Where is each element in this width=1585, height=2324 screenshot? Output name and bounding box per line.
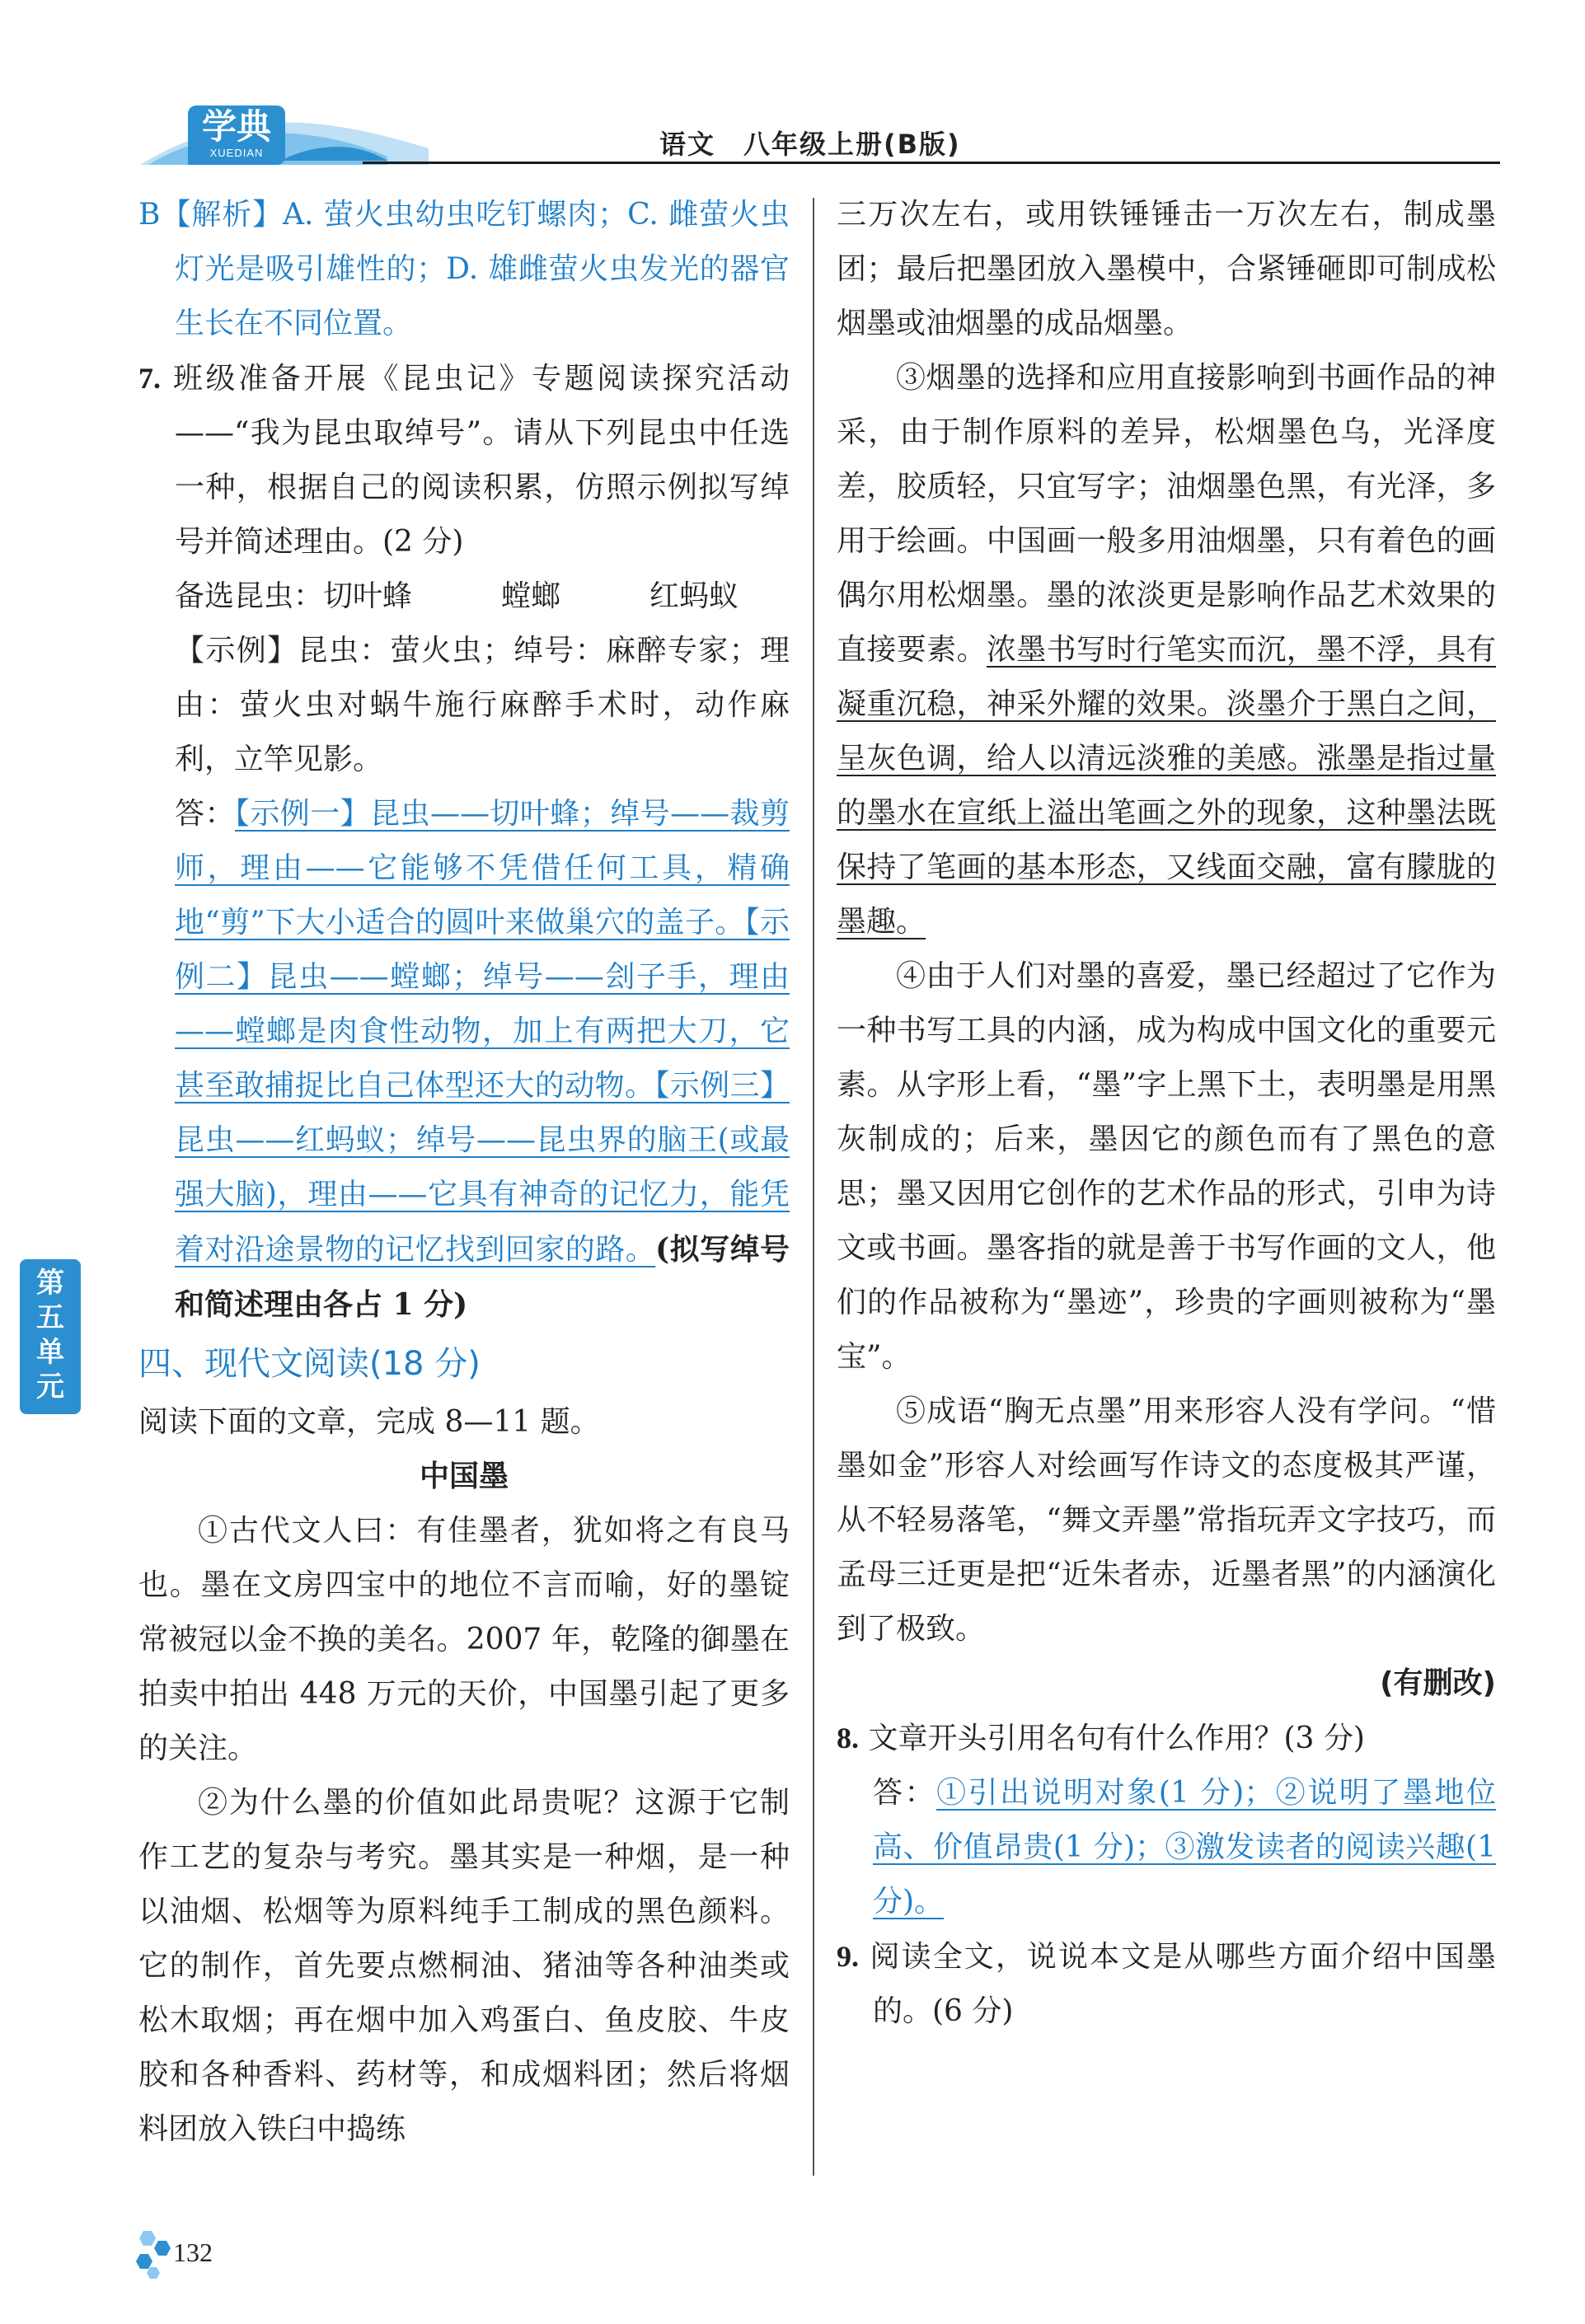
question-8 (837, 1711, 1496, 1766)
book-title: 语文 八年级上册(B版) (659, 129, 961, 160)
page-header (0, 0, 1585, 177)
article-title: 中国墨 (419, 1460, 509, 1493)
side-tab-char: 五 (36, 1301, 64, 1334)
left-column (138, 188, 790, 2157)
paragraph-3-underlined: 浓墨书写时行笔实而沉，墨不浮，具有凝重沉稳，神采外耀的效果。淡墨介于黑白之间，呈灰色调，给人以清远淡雅的美感。涨墨是指过量的墨水在宣纸上溢出笔画之外的现象，这种墨法既保持了笔画的基本形态，又线面交融，富有朦胧的墨趣。 (837, 633, 1496, 939)
scoring-note: (拟写绰号和简述理由各占 1 分) (175, 1232, 790, 1322)
logo-text-cn: 学典 (201, 106, 271, 147)
page-number: 132 (173, 2237, 213, 2267)
section-title: 四、现代文阅读(18 分) (138, 1345, 481, 1383)
header-rule (363, 162, 1500, 164)
question-text: 班级准备开展《昆虫记》专题阅读探究活动——“我为昆虫取绰号”。请从下列昆虫中任选一种，根据自己的阅读积累，仿照示例拟写绰号并简述理由。(2 分) (173, 362, 790, 559)
question-number: 7. (138, 362, 161, 395)
source-note: (有删改) (1380, 1666, 1496, 1700)
question-9 (837, 1929, 1496, 2039)
q8-answer (837, 1766, 1496, 1929)
answer-label: 答： (175, 797, 235, 831)
reading-instruction: 阅读下面的文章，完成 8—11 题。 (138, 1405, 600, 1439)
right-column (837, 188, 1496, 2039)
column-divider (813, 198, 814, 2176)
side-tab-char: 第 (36, 1267, 64, 1300)
side-tab-char: 单 (36, 1336, 64, 1369)
paragraph-5: ⑤成语“胸无点墨”用来形容人没有学问。“惜墨如金”形容人对绘画写作诗文的态度极其严谨，从不轻易落笔，“舞文弄墨”常指玩弄文字技巧，而孟母三迁更是把“近朱者赤，近墨者黑”的内涵演化到了极致。 (837, 1394, 1496, 1646)
answer-label: 答： (873, 1776, 937, 1810)
question-text: 文章开头引用名句有什么作用？(3 分) (868, 1722, 1365, 1755)
unit-side-tab (20, 1259, 81, 1414)
question-text: 阅读全文，说说本文是从哪些方面介绍中国墨的。(6 分) (870, 1940, 1496, 2028)
q7-options: 备选昆虫：切叶蜂 螳螂 红蚂蚁 (175, 579, 739, 613)
q7-example: 【示例】昆虫：萤火虫；绰号：麻醉专家；理由：萤火虫对蜗牛施行麻醉手术时，动作麻利，立竿见影。 (175, 634, 790, 776)
paragraph-2: ②为什么墨的价值如此昂贵呢？这源于它制作工艺的复杂与考究。墨其实是一种烟，是一种以油烟、松烟等为原料纯手工制成的黑色颜料。它的制作，首先要点燃桐油、猪油等各种油类或松木取烟；再在烟中加入鸡蛋白、鱼皮胶、牛皮胶和各种香料、药材等，和成烟料团；然后将烟料团放入铁臼中捣练 (138, 1786, 790, 2146)
question-7 (138, 351, 790, 569)
question-number: 9. (837, 1940, 859, 1973)
answer-text: ①引出说明对象(1 分)；②说明了墨地位高、价值昂贵(1 分)；③激发读者的阅读兴趣(1 分)。 (873, 1776, 1496, 1919)
paragraph-1: ①古代文人曰：有佳墨者，犹如将之有良马也。墨在文房四宝中的地位不言而喻，好的墨锭常被冠以金不换的美名。2007 年，乾隆的御墨在拍卖中拍出 448 万元的天价，中国墨引起了更多的关注。 (138, 1514, 790, 1765)
brand-logo (188, 105, 285, 165)
paragraph-3-text: ③烟墨的选择和应用直接影响到书画作品的神采，由于制作原料的差异，松烟墨色乌，光泽度差，胶质轻，只宜写字；油烟墨色黑，有光泽，多用于绘画。中国画一般多用油烟墨，只有着色的画偶尔用松烟墨。墨的浓淡更是影响作品艺术效果的直接要素。 (837, 361, 1496, 667)
paragraph-2-continued: 三万次左右，或用铁锤锤击一万次左右，制成墨团；最后把墨团放入墨模中，合紧锤砸即可制成松烟墨或油烟墨的成品烟墨。 (837, 198, 1496, 340)
paragraph-4: ④由于人们对墨的喜爱，墨已经超过了它作为一种书写工具的内涵，成为构成中国文化的重要元素。从字形上看，“墨”字上黑下土，表明墨是用黑灰制成的；后来，墨因它的颜色而有了黑色的意思；墨又因用它创作的艺术作品的形式，引申为诗文或书画。墨客指的就是善于书写作画的文人，他们的作品被称为“墨迹”，珍贵的字画则被称为“墨宝”。 (837, 959, 1496, 1374)
side-tab-char: 元 (36, 1371, 64, 1403)
question-number: 8. (837, 1722, 859, 1755)
paragraph-3 (837, 351, 1496, 949)
q6-answer: B【解析】A. 萤火虫幼虫吃钉螺肉；C. 雌萤火虫灯光是吸引雄性的；D. 雄雌萤火虫发光的器官生长在不同位置。 (138, 198, 790, 340)
logo-text-en: XUEDIAN (209, 147, 264, 159)
answer-text: 【示例一】昆虫——切叶蜂；绰号——裁剪师，理由——它能够不凭借任何工具，精确地“剪”下大小适合的圆叶来做巢穴的盖子。【示例二】昆虫——螳螂；绰号——刽子手，理由——螳螂是肉食性动物，加上有两把大刀，它甚至敢捕捉比自己体型还大的动物。【示例三】昆虫——红蚂蚁；绰号——昆虫界的脑王(或最强大脑)，理由——它具有神奇的记忆力，能凭着对沿途景物的记忆找到回家的路。 (175, 797, 790, 1267)
q7-answer (138, 787, 790, 1333)
